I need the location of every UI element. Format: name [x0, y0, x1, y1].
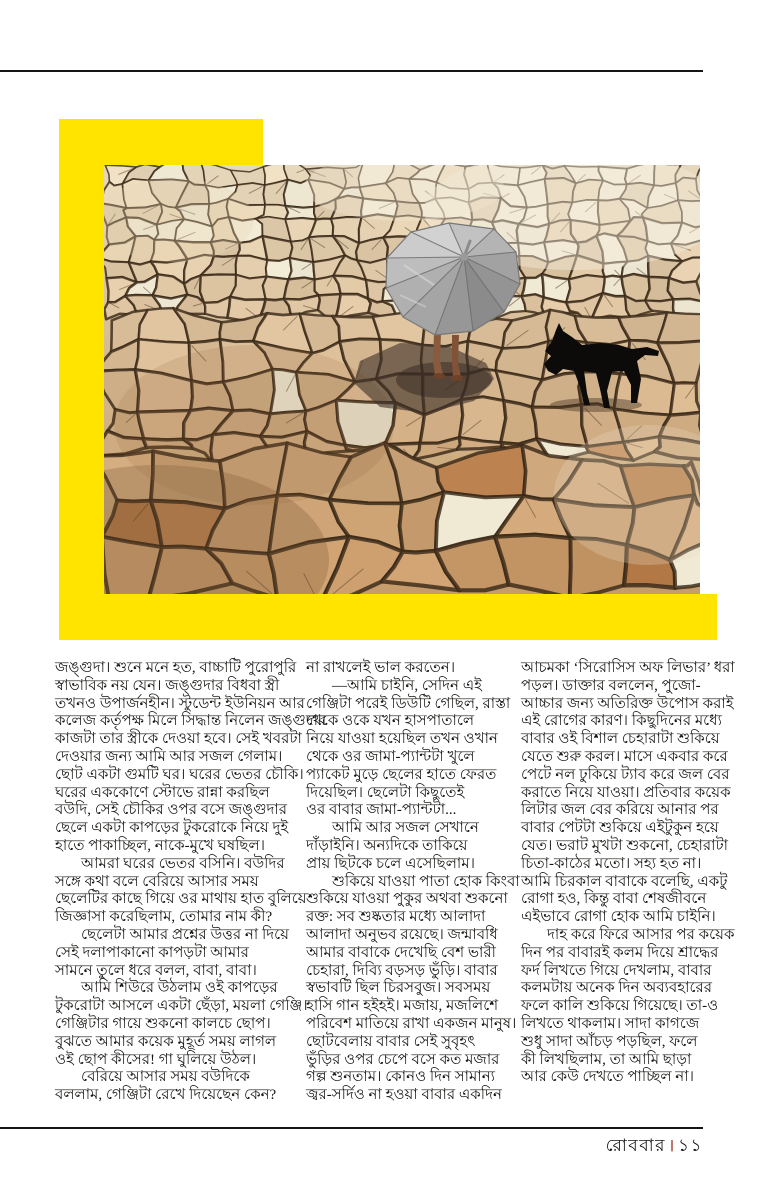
footer-folio — [480, 1133, 703, 1161]
text-line: করাতে নিয়ে যাওয়া। প্রতিবার কয়েক — [521, 784, 731, 801]
text-line: যেত। ভরাট মুখটা শুকনো, চেহারাটা — [521, 837, 729, 854]
text-line: দিন পর বাবারই কলম দিয়ে শ্রাদ্ধের — [521, 944, 719, 961]
text-line: হাসি গান হইহই। মজায়, মজলিশে — [306, 998, 499, 1015]
text-line: শুকিয়ে যাওয়া পুকুর অথবা শুকনো — [306, 891, 508, 908]
text-line: পেটে নল ঢুকিয়ে ট্যাব করে জল বের — [521, 766, 730, 783]
text-line: বাবার পেটটা শুকিয়ে এইটুকুন হয়ে — [521, 820, 719, 837]
text-line: বাবার ওই বিশাল চেহারাটা শুকিয়ে — [521, 731, 720, 748]
text-line: আচমকা ‘সিরোসিস অফ লিভার’ ধরা — [521, 660, 735, 676]
text-line: সামনে তুলে ধরে বলল, বাবা, বাবা। — [55, 962, 257, 979]
text-line: থেকে ওকে যখন হাসপাতালে — [306, 713, 475, 730]
text-line: ছোট একটা গুমটি ঘর। ঘরের ভেতর চৌকি। — [55, 766, 304, 783]
text-line: গল্প শুনতাম। কোনও দিন সামান্য — [306, 1069, 495, 1086]
text-line: রক্ত: সব শুষ্কতার মধ্যে আলাদা — [306, 909, 486, 926]
text-line: প্রায় ছিটকে চলে এসেছিলাম। — [306, 855, 475, 872]
text-line: দাহ করে ফিরে আসার পর কয়েক — [547, 926, 735, 943]
text-line: বুঝতে আমার কয়েক মুহূর্ত সময় লাগল — [55, 1033, 277, 1050]
article-column-2 — [306, 660, 520, 1105]
text-line: শুধু সাদা আঁচড় পড়ছিল, ফলে — [521, 1033, 698, 1050]
text-line: জঙ্গুদা। শুনে মনে হত, বাচ্চাটি পুরোপুরি — [55, 660, 297, 676]
text-line: দেওয়ার জন্য আমি আর সজল গেলাম। — [55, 748, 283, 765]
text-line: ঘরের এককোণে স্টোভে রান্না করছিল — [55, 784, 270, 801]
text-line: বেরিয়ে আসার সময় বউদিকে — [81, 1069, 250, 1086]
text-line: রোগা হও, কিন্তু বাবা শেষজীবনে — [521, 891, 707, 908]
text-line: না রাখলেই ভাল করতেন। — [306, 660, 456, 676]
umbrella-ferrule — [460, 253, 468, 261]
text-line: সঙ্গে কথা বলে বেরিয়ে আসার সময় — [55, 873, 259, 890]
text-line: পড়ল। ডাক্তার বললেন, পুজো- — [521, 677, 701, 694]
text-line: ফর্দ লিখতে গিয়ে দেখলাম, বাবার — [521, 962, 712, 979]
text-line: কী লিখছিলাম, তা আমি ছাড়া — [521, 1051, 692, 1068]
text-line: চিতা-কাঠের মতো। সহ্য হত না। — [521, 855, 702, 872]
text-line: ছোটবেলায় বাবার সেই সুবৃহৎ — [306, 1033, 476, 1050]
text-line: টুকরোটা আসলে একটা ছেঁড়া, ময়লা গেঞ্জি। — [55, 998, 308, 1015]
text-line: দিয়েছিল। ছেলেটা কিছুতেই — [306, 784, 465, 801]
text-line: পরিবেশ মাতিয়ে রাখা একজন মানুষ। — [306, 1015, 517, 1032]
text-line: ফলে কালি শুকিয়ে গিয়েছে। তা-ও — [521, 998, 719, 1015]
text-line: বউদি, সেই চৌকির ওপর বসে জঙ্গুদার — [55, 802, 287, 819]
footer-separator: । — [667, 1136, 676, 1155]
text-line: এই রোগের কারণ। কিছুদিনের মধ্যে — [521, 713, 722, 730]
text-line: হাতে পাকাচ্ছিল, নাকে-মুখে ঘষছিল। — [55, 837, 266, 854]
text-line: আচ্চার জন্য অতিরিক্ত উপোস করাই — [521, 695, 734, 712]
text-line: ছেলে একটা কাপড়ের টুকরোকে নিয়ে দুই — [55, 820, 289, 837]
text-line: বললাম, গেঞ্জিটা রেখে দিয়েছেন কেন? — [55, 1087, 277, 1104]
text-line: গেঞ্জিটার গায়ে শুকনো কালচে ছোপ। — [55, 1015, 271, 1032]
text-line: যেতে শুরু করল। মাসে একবার করে — [521, 748, 728, 765]
text-line: আমি চিরকাল বাবাকে বলেছি, একটু — [521, 873, 728, 890]
text-line: কলমটায় অনেক দিন অব্যবহারের — [521, 980, 712, 997]
text-line: শুকিয়ে যাওয়া পাতা হোক কিংবা — [332, 873, 520, 890]
text-line: নিয়ে যাওয়া হয়েছিল তখন ওখান — [306, 731, 498, 748]
text-line: জ্বর-সর্দিও না হওয়া বাবার একদিন — [306, 1087, 502, 1104]
text-line: লিটার জল বের করিয়ে আনার পর — [521, 802, 719, 819]
top-rule — [0, 70, 703, 72]
page-number: ১১ — [677, 1136, 703, 1155]
text-line: তখনও উপার্জনহীন। স্টুডেন্ট ইউনিয়ন আর — [55, 695, 305, 712]
text-line: —আমি চাইনি, সেদিন এই — [332, 677, 482, 694]
text-line: প্যাকেট মুড়ে ছেলের হাতে ফেরত — [306, 766, 497, 783]
text-line: স্বভাবটি ছিল চিরসবুজ। সবসময় — [306, 980, 491, 997]
text-line: থেকে ওর জামা-প্যান্টটা খুলে — [306, 748, 475, 765]
photo-cracked-earth — [104, 165, 700, 594]
text-line: চেহারা, দিব্যি বড়সড় ভুঁড়ি। বাবার — [306, 962, 498, 979]
cracked-earth-illustration — [104, 165, 700, 594]
text-line: ওর বাবার জামা-প্যান্টটা... — [306, 802, 457, 819]
text-line: আলাদা অনুভব রয়েছে। জন্মাবধি — [306, 926, 498, 943]
text-line: আমরা ঘরের ভেতর বসিনি। বউদির — [81, 855, 285, 872]
article-column-1 — [55, 660, 327, 1105]
text-line: আর কেউ দেখতে পাচ্ছিল না। — [521, 1069, 694, 1086]
text-line: কলেজ কর্তৃপক্ষ মিলে সিদ্ধান্ত নিলেন জঙ্গুদার — [55, 713, 327, 730]
text-line: গেঞ্জিটা পরেই ডিউটি গেছিল, রাস্তা — [306, 695, 511, 712]
text-line: কাজটা তার স্ত্রীকে দেওয়া হবে। সেই খবরটা — [55, 731, 302, 748]
text-line: আমি শিউরে উঠলাম ওই কাপড়ের — [81, 980, 278, 997]
text-line: দাঁড়াইনি। অন্যদিকে তাকিয়ে — [306, 837, 468, 854]
footer-rule — [0, 1127, 703, 1129]
text-line: এইভাবে রোগা হোক আমি চাইনি। — [521, 909, 716, 926]
text-line: সেই দলাপাকানো কাপড়টা আমার — [55, 944, 249, 961]
magazine-name: রোববার — [605, 1136, 666, 1155]
text-line: আমার বাবাকে দেখেছি বেশ ভারী — [306, 944, 496, 961]
text-line: লিখতে থাকলাম। সাদা কাগজে — [521, 1015, 700, 1032]
text-line: স্বাভাবিক নয় যেন। জঙ্গুদার বিধবা স্ত্রী — [55, 677, 280, 694]
yellow-frame-left — [59, 119, 104, 640]
yellow-frame-bottom — [59, 594, 717, 640]
text-line: ছেলেটা আমার প্রশ্নের উত্তর না দিয়ে — [81, 926, 289, 943]
text-line: জিজ্ঞাসা করেছিলাম, তোমার নাম কী? — [55, 909, 273, 926]
text-line: ভুঁড়ির ওপর চেপে বসে কত মজার — [306, 1051, 500, 1068]
text-line: আমি আর সজল সেখানে — [332, 820, 479, 837]
article-column-3 — [521, 660, 753, 1087]
text-line: ওই ছোপ কীসের! গা ঘুলিয়ে উঠল। — [55, 1051, 257, 1068]
text-line: ছেলেটির কাছে গিয়ে ওর মাথায় হাত বুলিয়ে — [55, 891, 307, 908]
